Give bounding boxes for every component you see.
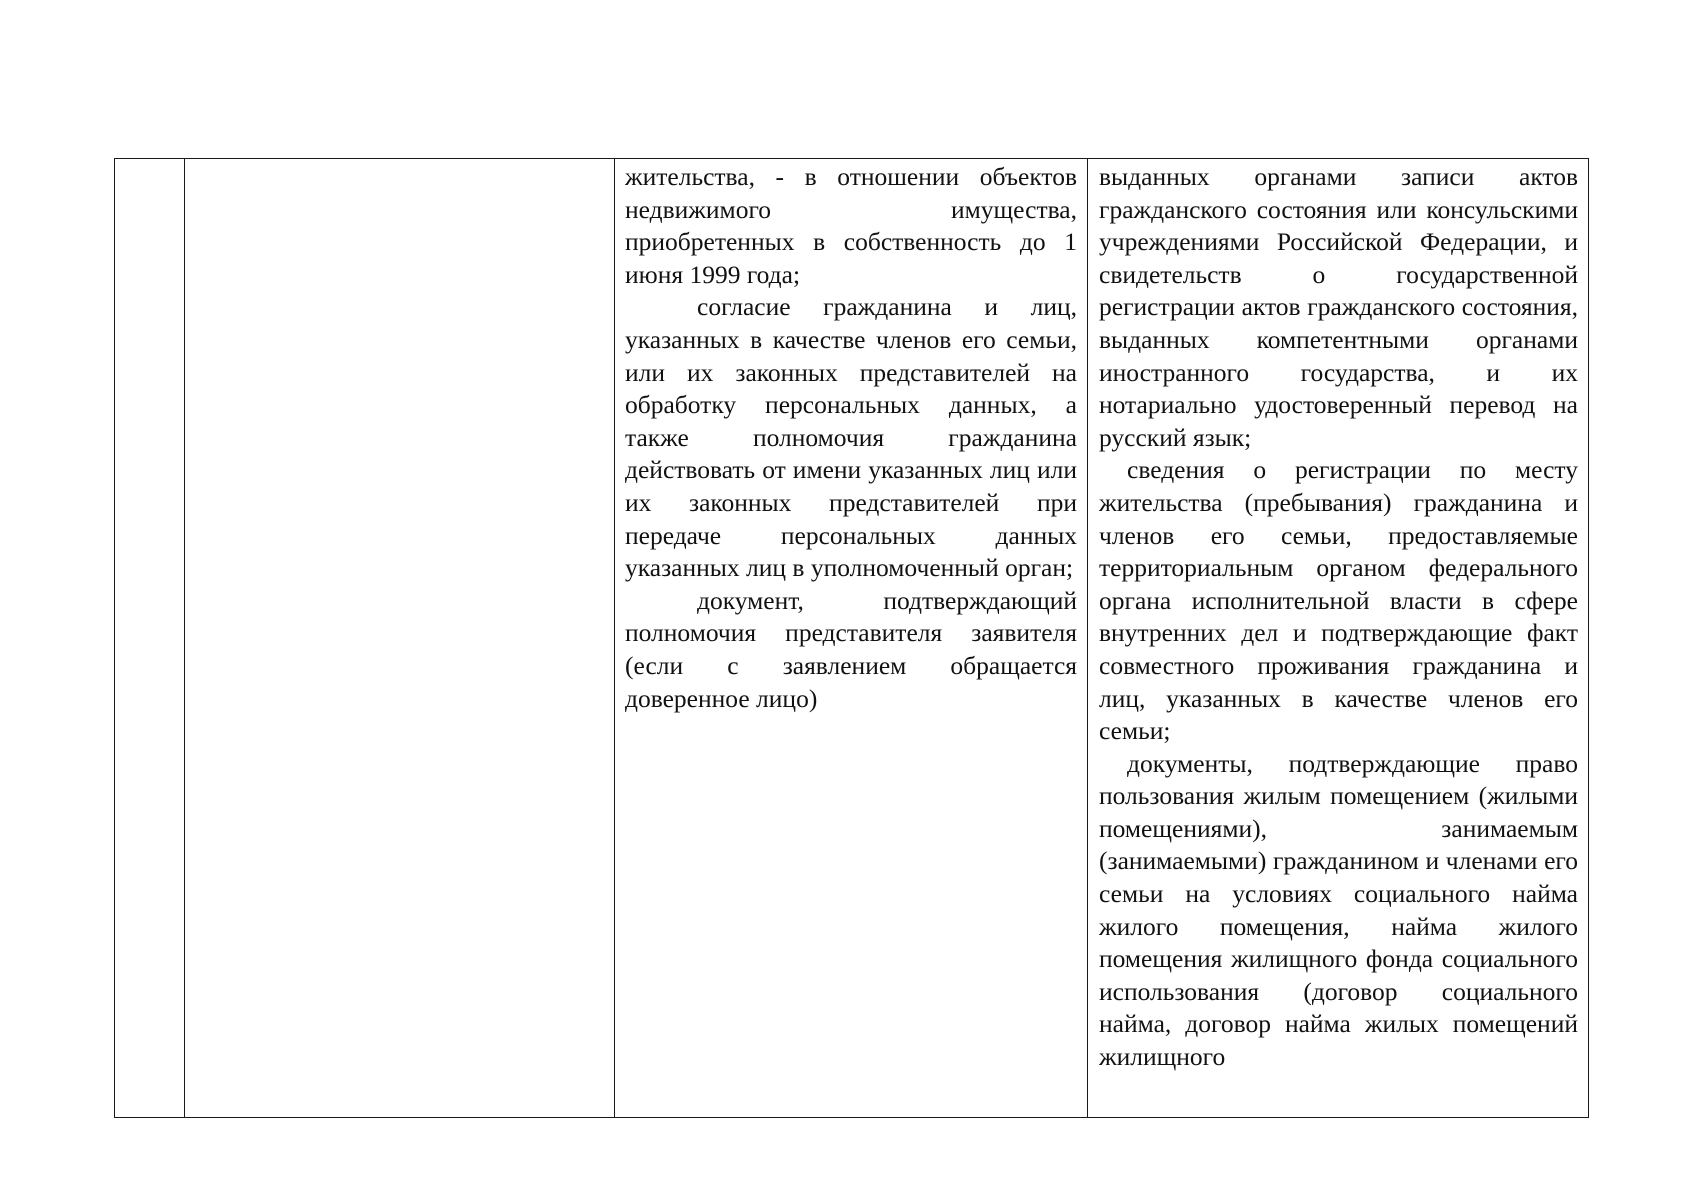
document-table <box>114 158 1589 1118</box>
cell-number <box>115 159 185 1118</box>
paragraph-civil-records: выданных органами записи актов гражданского состояния или консульскими учреждениями Российской Федерации, и свидетельств о государственной регистрации актов гражданского состояния, выданных компетентными органами иностранного государства, и их нотариально удостоверенный перевод на русский язык; <box>1099 162 1578 452</box>
cell-interagency-documents <box>1088 159 1589 1118</box>
paragraph-usage-rights: документы, подтверждающие право пользования жилым помещением (жилыми помещениями), занимаемым (занимаемыми) гражданином и членами его семьи на условиях социального найма жилого помещения, найма жилого помещения жилищного фонда социального использования (договор социального найма, договор найма жилых помещений жилищного <box>1099 748 1578 1072</box>
paragraph-registration-info: сведения о регистрации по месту жительства (пребывания) гражданина и членов его семьи, предоставляемые территориальным органом федерального органа исполнительной власти в сфере внутренних дел и подтверждающие факт совместного проживания гражданина и лиц, указанных в качестве членов его семьи; <box>1099 455 1578 746</box>
table-row <box>115 159 1589 1118</box>
cell-service-name <box>185 159 615 1118</box>
interagency-documents-text <box>1088 159 1588 1074</box>
cell-applicant-documents <box>615 159 1088 1118</box>
paragraph-consent: согласие гражданина и лиц, указанных в качестве членов его семьи, или их законных представителей на обработку персональных данных, а также полномочия гражданина действовать от имени указанных лиц или их законных представителей при передаче персональных данных указанных лиц в уполномоченный орган; <box>625 292 1077 583</box>
applicant-documents-text <box>615 159 1087 715</box>
paragraph-authority-document: документ, подтверждающий полномочия представителя заявителя (если с заявлением обращается доверенное лицо) <box>625 585 1077 713</box>
paragraph-residence-objects: жительства, - в отношении объектов недвижимого имущества, приобретенных в собственность до 1 июня 1999 года; <box>625 162 1077 289</box>
